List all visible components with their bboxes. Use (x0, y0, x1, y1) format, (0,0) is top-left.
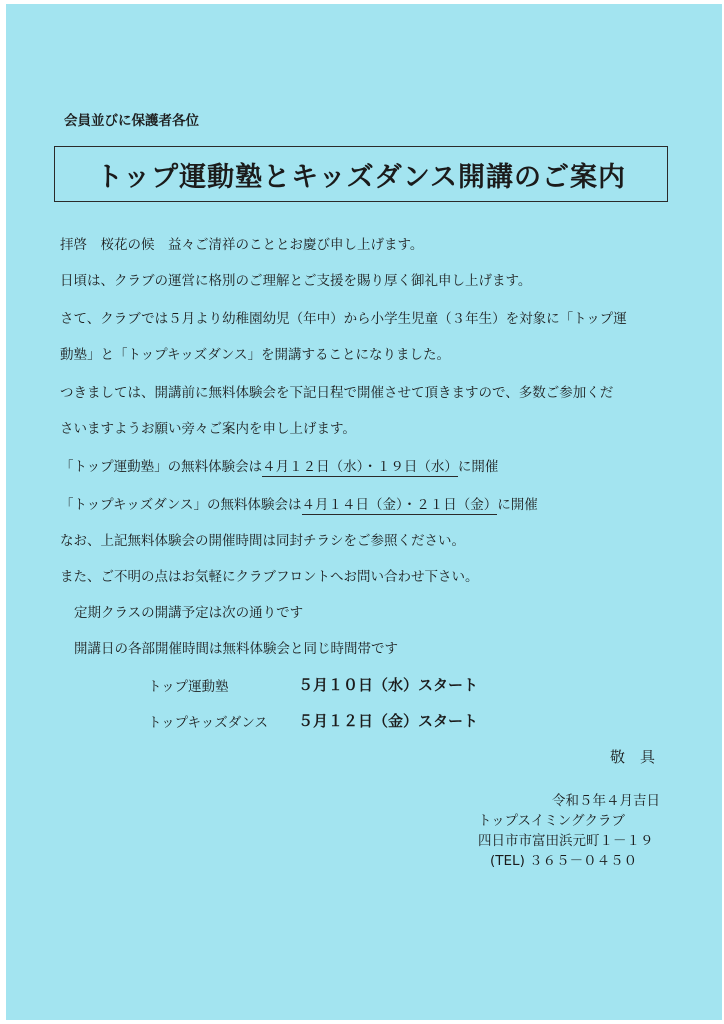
trial-dates: ４月１４日（金）・２１日（金） (301, 497, 498, 513)
greeting-line: 拝啓 桜花の候 益々ご清祥のこととお慶び申し上げます。 (60, 237, 424, 253)
thanks-line: 日頃は、クラブの運営に格別のご理解とご支援を賜り厚く御礼申し上げます。 (60, 273, 532, 289)
class-name: トップ運動塾 (148, 679, 229, 695)
issue-date: 令和５年４月吉日 (552, 793, 660, 809)
class-name: トップキッズダンス (148, 715, 269, 731)
schedule-time-note: 開講日の各部開催時間は無料体験会と同じ時間帯です (74, 641, 398, 657)
announce-line-1: さて、クラブでは５月より幼稚園幼児（年中）から小学生児童（３年生）を対象に「トップ運 (60, 311, 627, 327)
trial-line-2: さいますようお願い旁々ご案内を申し上げます。 (60, 421, 356, 437)
trial-suffix: に開催 (497, 497, 538, 513)
addressee: 会員並びに保護者各位 (64, 113, 199, 129)
title-box (54, 146, 668, 202)
time-note: なお、上記無料体験会の開催時間は同封チラシをご参照ください。 (60, 533, 465, 549)
org-name: トップスイミングクラブ (478, 813, 626, 829)
trial-line-1: つきましては、開講前に無料体験会を下記日程で開催させて頂きますので、多数ご参加くだ (60, 385, 614, 401)
class-start: ５月１０日（水）スタート (298, 676, 479, 694)
org-tel: (TEL) ３６５－０４５０ (490, 853, 638, 869)
trial-schedule-juku (60, 458, 498, 476)
trial-dates: ４月１２日（水）・１９日（水） (262, 459, 458, 475)
schedule-row (148, 678, 229, 696)
page-title: トップ運動塾とキッズダンス開講のご案内 (95, 161, 627, 193)
trial-schedule-dance (60, 496, 538, 514)
org-address: 四日市市富田浜元町１－１９ (478, 833, 654, 849)
contact-note: また、ご不明の点はお気軽にクラブフロントへお問い合わせ下さい。 (60, 569, 479, 585)
class-start: ５月１２日（金）スタート (298, 712, 479, 730)
closing: 敬 具 (610, 748, 656, 766)
schedule-intro: 定期クラスの開講予定は次の通りです (74, 605, 304, 621)
announce-line-2: 動塾」と「トップキッズダンス」を開講することになりました。 (60, 347, 451, 363)
trial-prefix: 「トップキッズダンス」の無料体験会は (60, 497, 302, 513)
schedule-row (148, 714, 268, 732)
trial-prefix: 「トップ運動塾」の無料体験会は (60, 459, 263, 475)
trial-suffix: に開催 (457, 459, 499, 475)
